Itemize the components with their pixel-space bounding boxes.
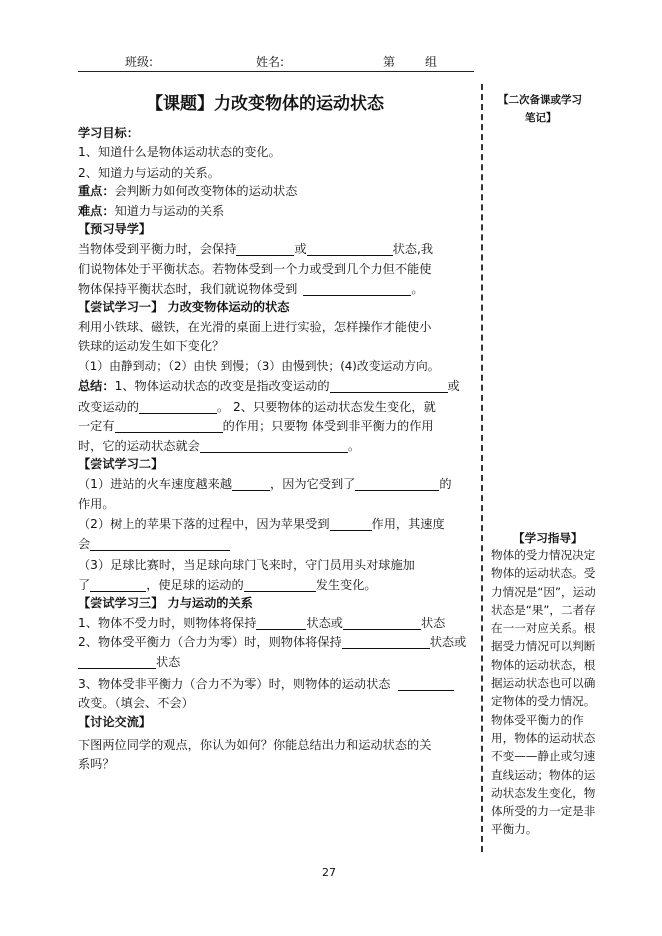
preview-line-2: 们说物体处于平衡状态。若物体受到一个力或受到几个力但不能使 — [78, 262, 432, 276]
try2-line-1 — [78, 475, 470, 493]
try2-line-5: （3）足球比赛时，当足球向球门飞来时，守门员用头对球施加 — [78, 558, 415, 572]
blank — [200, 438, 348, 453]
blank — [303, 281, 411, 296]
sidebar-heading-line2: 笔记】 — [525, 112, 557, 124]
difficulty-label: 难点： — [78, 204, 115, 218]
text: 发生变化。 — [315, 578, 377, 592]
objective-item-1: 1、知道什么是物体运动状态的变化。 — [78, 145, 281, 159]
blank — [78, 654, 156, 669]
try3-heading: 【尝试学习三】 力与运动的关系 — [78, 596, 253, 610]
text: 状态 — [420, 616, 446, 630]
text: 或 — [447, 379, 460, 393]
try2-line-4 — [78, 535, 470, 553]
sidebar-heading-line1: 【二次备课或学习 — [498, 94, 582, 106]
text: 1、物体运动状态的改变是指改变运动的 — [114, 379, 330, 393]
text: ，因为它受到了 — [270, 477, 356, 491]
blank — [355, 476, 439, 491]
text: 时，它的运动状态就会 — [78, 439, 200, 453]
blank — [330, 516, 372, 531]
try1-heading: 【尝试学习一】 力改变物体运动的状态 — [78, 300, 290, 314]
try1-line-3: （1）由静到动；（2）由快 到慢；（3）由慢到快；(4)改变运动方向。 — [78, 359, 440, 373]
text: 状态或 — [429, 635, 467, 649]
group-prefix: 第 — [383, 55, 396, 69]
text: （2）树上的苹果下落的过程中，因为苹果受到 — [78, 517, 330, 531]
text: 或 — [294, 242, 307, 256]
text: 状态,我 — [392, 242, 434, 256]
summary-label: 总结： — [78, 379, 115, 393]
try1-line-6 — [78, 417, 470, 435]
key-label: 重点： — [78, 184, 115, 198]
text: 的作用；只要物 体受到非平衡力的作用 — [222, 419, 434, 433]
preview-line-3 — [78, 280, 470, 298]
discussion-heading: 【讨论交流】 — [78, 715, 152, 729]
class-label: 班级: — [125, 55, 154, 69]
header-rule — [78, 71, 474, 72]
page-title: 【课题】力改变物体的运动状态 — [146, 94, 384, 114]
key-text: 会判断力如何改变物体的运动状态 — [114, 184, 298, 198]
blank — [330, 378, 448, 393]
blank — [236, 241, 294, 256]
name-label: 姓名: — [256, 55, 285, 69]
text: 的 — [439, 477, 452, 491]
text: 。 — [347, 439, 361, 453]
column-divider — [481, 84, 483, 852]
blank — [244, 577, 316, 592]
page-number: 27 — [322, 866, 336, 879]
blank — [256, 615, 306, 630]
text: 物体保持平衡状态时，我们就说物体受到 — [78, 282, 298, 296]
blank — [232, 476, 270, 491]
text: 了 — [78, 578, 91, 592]
try2-line-3 — [78, 515, 470, 533]
text: （1）进站的火车速度越来越 — [78, 477, 233, 491]
text: 当物体受到平衡力时，会保持 — [78, 242, 237, 256]
blank — [398, 676, 454, 691]
try1-line-7 — [78, 437, 470, 455]
discussion-line-1: 下图两位同学的观点，你认为如何？你能总结出力和运动状态的关 — [78, 738, 432, 752]
text: ，使足球的运动的 — [146, 578, 244, 592]
key-point — [78, 182, 470, 200]
objective-item-2: 2、知道力与运动的关系。 — [78, 166, 220, 180]
try3-line-1 — [78, 614, 470, 632]
text: 改变运动的 — [78, 400, 139, 414]
blank — [343, 615, 421, 630]
objectives-label: 学习目标： — [78, 126, 139, 140]
text: 3、物体受非平衡力（合力不为零）时，则物体的运动状态 — [78, 677, 391, 691]
blank — [90, 577, 146, 592]
try2-line-2: 作用。 — [78, 497, 115, 511]
text: 状态 — [156, 655, 181, 669]
guide-title: 【学习指导】 — [513, 531, 583, 545]
blank — [115, 418, 223, 433]
try1-line-1: 利用小铁球、磁铁，在光滑的桌面上进行实验，怎样操作才能使小 — [78, 320, 432, 334]
group-suffix: 组 — [425, 55, 438, 69]
try1-summary — [78, 377, 470, 395]
preview-line-1 — [78, 240, 470, 258]
difficulty-text: 知道力与运动的关系 — [114, 204, 225, 218]
text: 会 — [78, 537, 91, 551]
text: 一定有 — [78, 419, 115, 433]
text: 作用，其速度 — [371, 517, 445, 531]
difficulty-point — [78, 202, 470, 220]
text: 2、物体受平衡力（合力为零）时，则物体将保持 — [78, 635, 342, 649]
text: 。 2、只要物体的运动状态发生变化，就 — [216, 400, 436, 414]
blank — [307, 241, 393, 256]
try1-line-2: 铁球的运动发生如下变化？ — [78, 339, 225, 353]
try3-line-3 — [78, 653, 470, 671]
try3-line-4 — [78, 675, 470, 693]
blank — [90, 536, 230, 551]
discussion-line-2: 系吗？ — [78, 757, 115, 771]
preview-heading: 【预习导学】 — [78, 222, 152, 236]
text: 。 — [411, 282, 424, 296]
try2-heading: 【尝试学习二】 — [78, 457, 164, 471]
try3-line-2 — [78, 633, 470, 651]
try1-line-5 — [78, 398, 470, 416]
text: 状态或 — [306, 616, 343, 630]
try2-line-6 — [78, 576, 470, 594]
try3-line-5: 改变。（填会、不会） — [78, 696, 194, 710]
text: 1、物体不受力时，则物体将保持 — [78, 616, 257, 630]
guide-text: 物体的受力情况决定物体的运动状态。受力情况是“因”，运动状态是“果”，二者存在一一对应关系。根据受力情况可以判断物体的运动状态，根据运动状态也可以确定物体的受力情况。物体受平衡力的作用，物体的运动状态不变——静止或匀速直线运动；物体的运动状态发生变化，物体所受的力一定是非平衡力。 — [491, 548, 596, 837]
blank — [342, 634, 430, 649]
blank — [139, 399, 217, 414]
